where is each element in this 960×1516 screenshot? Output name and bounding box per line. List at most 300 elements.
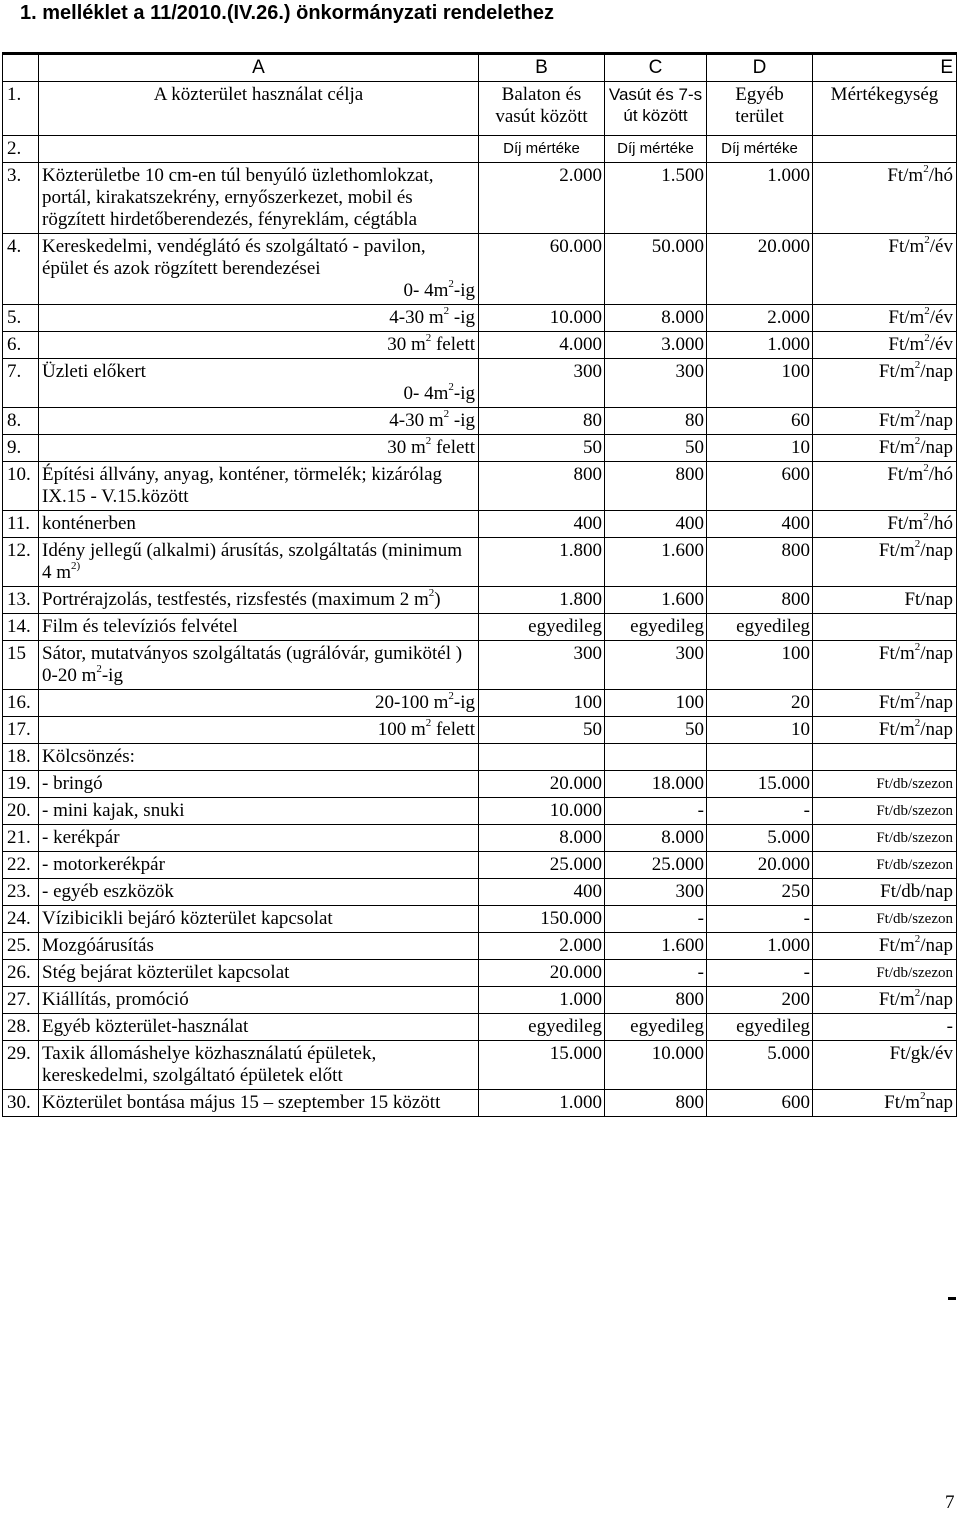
fee-col-c: 100 [605,690,707,717]
description-text: Kereskedelmi, vendéglátó és szolgáltató - pavilon, épület és azok rögzített berendezései [42,236,426,279]
size-text: 0- 4m [403,280,449,301]
row-number: 6. [3,332,39,359]
description-text: Közterületbe 10 cm-en túl benyúló üzlethomlokzat, portál, kirakatszekrény, ernyőszerkezet, mobil és rögzített hirdetőberendezés, fényreklám, cégtábla [42,165,434,230]
fee-col-d: - [707,798,813,825]
unit-text: Ft/m [888,236,925,257]
dij-num: 2. [3,136,39,163]
description-size [42,380,475,405]
fee-col-c: 3.000 [605,332,707,359]
unit [813,435,957,462]
unit-superscript: 2 [914,932,921,945]
description-text: Építési állvány, anyag, konténer, törmelék; kizárólag IX.15 - V.15.között [42,464,443,507]
unit-text: Ft/m [887,165,924,186]
size-superscript: 2 [448,380,454,393]
fee-col-b: 300 [479,359,605,408]
fee-col-d: - [707,906,813,933]
fee-col-b: 300 [479,641,605,690]
size-text: 0- 4m [403,383,449,404]
unit-superscript: 2 [914,407,921,420]
description-suffix: felett [431,334,475,355]
description-superscript: 2 [425,434,432,447]
row-number: 8. [3,408,39,435]
description-text: 100 m [377,719,426,740]
unit-text: Ft/db/nap [880,881,953,902]
unit-superscript: 2 [914,986,921,999]
description-superscript: 2 [443,407,450,420]
dij-label-b: Díj mértéke [479,136,605,163]
description-superscript: 2 [96,662,102,675]
row-number: 17. [3,717,39,744]
fee-col-d: 1.000 [707,332,813,359]
unit-superscript: 2 [924,304,930,317]
fee-col-b: egyedileg [479,1014,605,1041]
column-d: D [707,54,813,82]
fee-col-b: egyedileg [479,614,605,641]
row-description [39,614,479,641]
description-text: Film és televíziós felvétel [42,616,238,637]
fee-col-d: - [707,960,813,987]
table-row [3,614,957,641]
unit [813,1041,957,1090]
header-col-c: Vasút és 7-s út között [605,82,707,136]
description-text: Stég bejárat közterület kapcsolat [42,962,290,983]
description-suffix: -ig [449,410,475,431]
description-superscript: 2 [425,716,432,729]
row-number: 9. [3,435,39,462]
description-text: Kölcsönzés: [42,746,135,767]
fee-table [2,52,957,1117]
fee-col-b: 20.000 [479,960,605,987]
table-row [3,933,957,960]
fee-col-b: 60.000 [479,234,605,305]
header-num: 1. [3,82,39,136]
column-a: A [39,54,479,82]
unit-text: Ft/m [878,410,915,431]
fee-col-d: egyedileg [707,614,813,641]
row-number: 25. [3,933,39,960]
fee-col-c: egyedileg [605,614,707,641]
row-number: 11. [3,511,39,538]
header-col-d: Egyéb terület [707,82,813,136]
row-number: 14. [3,614,39,641]
table-row [3,234,957,305]
fee-col-c: 10.000 [605,1041,707,1090]
table-row [3,408,957,435]
page-number: 7 [945,1492,955,1513]
row-description [39,511,479,538]
row-description [39,1014,479,1041]
table-row [3,825,957,852]
fee-col-d: 2.000 [707,305,813,332]
unit-suffix: /nap [920,692,953,713]
unit [813,332,957,359]
fee-col-c: 300 [605,879,707,906]
description-text: Idény jellegű (alkalmi) árusítás, szolgáltatás (minimum 4 m [42,540,462,583]
unit-suffix: /hó [928,464,953,485]
description-text: - kerékpár [42,827,120,848]
unit [813,744,957,771]
description-superscript: 2 [443,304,450,317]
row-description [39,933,479,960]
description-text: 20-100 m [375,692,449,713]
unit [813,933,957,960]
unit-superscript: 2 [924,233,930,246]
table-row [3,1014,957,1041]
description-text: Portrérajzolás, testfestés, rizsfestés (maximum 2 m [42,589,429,610]
unit [813,825,957,852]
unit-suffix: nap [925,1092,953,1113]
fee-col-d: 100 [707,641,813,690]
unit [813,587,957,614]
unit-superscript: 2 [924,331,930,344]
unit-suffix: /hó [928,513,953,534]
row-description [39,717,479,744]
fee-col-d: 800 [707,587,813,614]
row-number: 13. [3,587,39,614]
unit-suffix: /nap [920,540,953,561]
row-number: 10. [3,462,39,511]
fee-col-b: 800 [479,462,605,511]
row-number: 23. [3,879,39,906]
fee-col-b: 1.800 [479,538,605,587]
unit-suffix: /év [929,307,953,328]
description-text: 4-30 m [389,410,444,431]
unit-text: Ft/m [888,307,925,328]
unit-superscript: 2 [914,640,921,653]
table-row [3,717,957,744]
description-text: - egyéb eszközök [42,881,174,902]
fee-col-c: 300 [605,641,707,690]
description-text: - mini kajak, snuki [42,800,185,821]
fee-col-c: 50 [605,435,707,462]
description-text: Sátor, mutatványos szolgáltatás (ugrálóvár, gumikötél ) 0-20 m [42,643,463,686]
fee-col-b: 50 [479,435,605,462]
fee-col-d: 100 [707,359,813,408]
unit-text: Ft/m [878,692,915,713]
unit [813,511,957,538]
row-number: 30. [3,1090,39,1117]
row-number: 4. [3,234,39,305]
table-row [3,332,957,359]
table-row [3,511,957,538]
fee-col-d: 600 [707,462,813,511]
description-text: Taxik állomáshelye közhasználatú épületek, kereskedelmi, szolgáltató épületek előtt [42,1043,377,1086]
unit-text: Ft/m [887,464,924,485]
row-description [39,641,479,690]
row-number: 3. [3,163,39,234]
row-description [39,332,479,359]
unit-superscript: 2 [914,716,921,729]
unit-suffix: /év [929,236,953,257]
unit [813,960,957,987]
row-description [39,960,479,987]
unit [813,359,957,408]
table-row [3,690,957,717]
row-number: 20. [3,798,39,825]
size-suffix: -ig [453,280,475,301]
fee-table-body [3,54,957,1117]
table-row [3,852,957,879]
description-text: 4-30 m [389,307,444,328]
unit [813,1014,957,1041]
fee-col-d: 10 [707,435,813,462]
row-description [39,906,479,933]
description-suffix: -ig [453,692,475,713]
row-description [39,852,479,879]
table-row [3,305,957,332]
row-description [39,771,479,798]
unit-text: Ft/db/szezon [876,803,953,819]
dij-label-c: Díj mértéke [605,136,707,163]
unit-text: Ft/db/szezon [876,776,953,792]
fee-col-b: 15.000 [479,1041,605,1090]
fee-col-b: 2.000 [479,933,605,960]
row-description [39,163,479,234]
fee-col-c [605,744,707,771]
header-col-b: Balaton és vasút között [479,82,605,136]
margin-mark [948,1297,956,1300]
unit-text: Ft/gk/év [889,1043,953,1064]
row-number: 5. [3,305,39,332]
description-suffix: felett [431,719,475,740]
column-c: C [605,54,707,82]
unit-suffix: /nap [920,410,953,431]
unit-suffix: /nap [920,989,953,1010]
unit [813,408,957,435]
fee-col-c: - [605,906,707,933]
fee-col-d: 5.000 [707,825,813,852]
unit [813,462,957,511]
description-suffix: felett [431,437,475,458]
unit-suffix: /nap [920,719,953,740]
fee-col-d: 60 [707,408,813,435]
unit-text: Ft/nap [904,589,953,610]
page-title: 1. melléklet a 11/2010.(IV.26.) önkormányzati rendelethez [20,2,554,24]
table-row [3,359,957,408]
unit [813,538,957,587]
table-row [3,744,957,771]
fee-col-d: egyedileg [707,1014,813,1041]
row-number: 26. [3,960,39,987]
row-description [39,825,479,852]
unit-text: - [946,1016,953,1037]
table-row [3,587,957,614]
fee-col-d: 1.000 [707,933,813,960]
fee-col-d: 5.000 [707,1041,813,1090]
unit-text: Ft/m [878,935,915,956]
fee-col-c: 18.000 [605,771,707,798]
unit-superscript: 2 [923,162,929,175]
row-description [39,359,479,408]
fee-col-c: 25.000 [605,852,707,879]
table-row [3,906,957,933]
row-number: 7. [3,359,39,408]
fee-col-b: 8.000 [479,825,605,852]
fee-col-b: 80 [479,408,605,435]
column-b: B [479,54,605,82]
row-number: 24. [3,906,39,933]
row-description [39,435,479,462]
unit-superscript: 2 [914,434,921,447]
fee-col-d: 1.000 [707,163,813,234]
unit [813,163,957,234]
fee-col-c: 1.600 [605,538,707,587]
unit-suffix: /nap [920,935,953,956]
fee-col-b: 400 [479,511,605,538]
unit [813,906,957,933]
row-description [39,1041,479,1090]
fee-col-c: 800 [605,462,707,511]
fee-col-d: 800 [707,538,813,587]
fee-col-d: 10 [707,717,813,744]
fee-col-b: 10.000 [479,305,605,332]
fee-col-d: 400 [707,511,813,538]
row-description [39,234,479,305]
description-superscript: 2) [71,559,81,572]
unit [813,771,957,798]
unit [813,717,957,744]
fee-col-c: - [605,960,707,987]
table-row [3,435,957,462]
fee-col-b: 25.000 [479,852,605,879]
header-purpose: A közterület használat célja [39,82,479,136]
unit-suffix: /nap [920,643,953,664]
fee-col-d: 15.000 [707,771,813,798]
fee-col-b: 50 [479,717,605,744]
unit [813,234,957,305]
description-suffix: ) [434,589,441,610]
unit-superscript: 2 [923,510,929,523]
fee-col-b: 100 [479,690,605,717]
unit-text: Ft/m [884,1092,921,1113]
unit-text: Ft/m [878,719,915,740]
row-description [39,538,479,587]
table-row [3,960,957,987]
row-number: 18. [3,744,39,771]
row-description [39,987,479,1014]
fee-col-d: 20.000 [707,852,813,879]
fee-col-b: 4.000 [479,332,605,359]
header-row [3,82,957,136]
unit-text: Ft/db/szezon [876,857,953,873]
unit [813,305,957,332]
table-row [3,1041,957,1090]
row-number: 19. [3,771,39,798]
description-text: konténerben [42,513,136,534]
column-letter-row [3,54,957,82]
fee-col-c: - [605,798,707,825]
table-row [3,879,957,906]
description-text: Egyéb közterület-használat [42,1016,249,1037]
description-superscript: 2 [448,689,454,702]
fee-col-b: 20.000 [479,771,605,798]
table-row [3,798,957,825]
fee-col-b: 2.000 [479,163,605,234]
table-row [3,987,957,1014]
unit-suffix: /hó [928,165,953,186]
header-col-e: Mértékegység [813,82,957,136]
description-text: Kiállítás, promóció [42,989,189,1010]
unit-suffix: /év [929,334,953,355]
fee-col-d: 250 [707,879,813,906]
fee-col-c: 8.000 [605,825,707,852]
unit-text: Ft/db/szezon [876,830,953,846]
row-number: 27. [3,987,39,1014]
row-description [39,1090,479,1117]
row-description [39,879,479,906]
fee-col-c: 400 [605,511,707,538]
fee-col-d: 600 [707,1090,813,1117]
fee-col-b: 1.000 [479,1090,605,1117]
unit-text: Ft/m [887,513,924,534]
row-description [39,587,479,614]
fee-col-c: 8.000 [605,305,707,332]
unit-text: Ft/m [878,540,915,561]
unit-suffix: /nap [920,437,953,458]
unit-superscript: 2 [920,1089,926,1102]
row-description [39,798,479,825]
row-number: 28. [3,1014,39,1041]
unit [813,987,957,1014]
fee-col-c: 50.000 [605,234,707,305]
fee-col-b: 1.000 [479,987,605,1014]
fee-col-b: 10.000 [479,798,605,825]
fee-col-c: 1.600 [605,587,707,614]
table-row [3,641,957,690]
unit [813,879,957,906]
table-row [3,163,957,234]
description-text: - motorkerékpár [42,854,165,875]
row-description [39,305,479,332]
unit-suffix: /nap [920,361,953,382]
row-number: 29. [3,1041,39,1090]
fee-col-d: 200 [707,987,813,1014]
unit [813,690,957,717]
fee-col-d: 20 [707,690,813,717]
row-description [39,462,479,511]
row-description [39,408,479,435]
fee-col-b: 400 [479,879,605,906]
unit-text: Ft/m [878,437,915,458]
description-text: Közterület bontása május 15 – szeptember 15 között [42,1092,441,1113]
unit-superscript: 2 [914,537,921,550]
unit-superscript: 2 [914,689,921,702]
column-e: E [813,54,957,82]
fee-col-b [479,744,605,771]
row-description [39,744,479,771]
row-description [39,690,479,717]
fee-col-c: 1.500 [605,163,707,234]
unit [813,641,957,690]
description-size [42,277,475,302]
dij-label-d: Díj mértéke [707,136,813,163]
table-row [3,462,957,511]
unit-text: Ft/db/szezon [876,911,953,927]
unit [813,852,957,879]
unit-superscript: 2 [923,461,929,474]
fee-col-c: 50 [605,717,707,744]
fee-col-c: 800 [605,1090,707,1117]
size-superscript: 2 [448,277,454,290]
fee-col-c: 300 [605,359,707,408]
description-text: Vízibicikli bejáró közterület kapcsolat [42,908,333,929]
fee-col-d: 20.000 [707,234,813,305]
table-row [3,538,957,587]
description-suffix: -ig [449,307,475,328]
unit-text: Ft/m [878,989,915,1010]
description-superscript: 2 [428,586,435,599]
table-row [3,771,957,798]
